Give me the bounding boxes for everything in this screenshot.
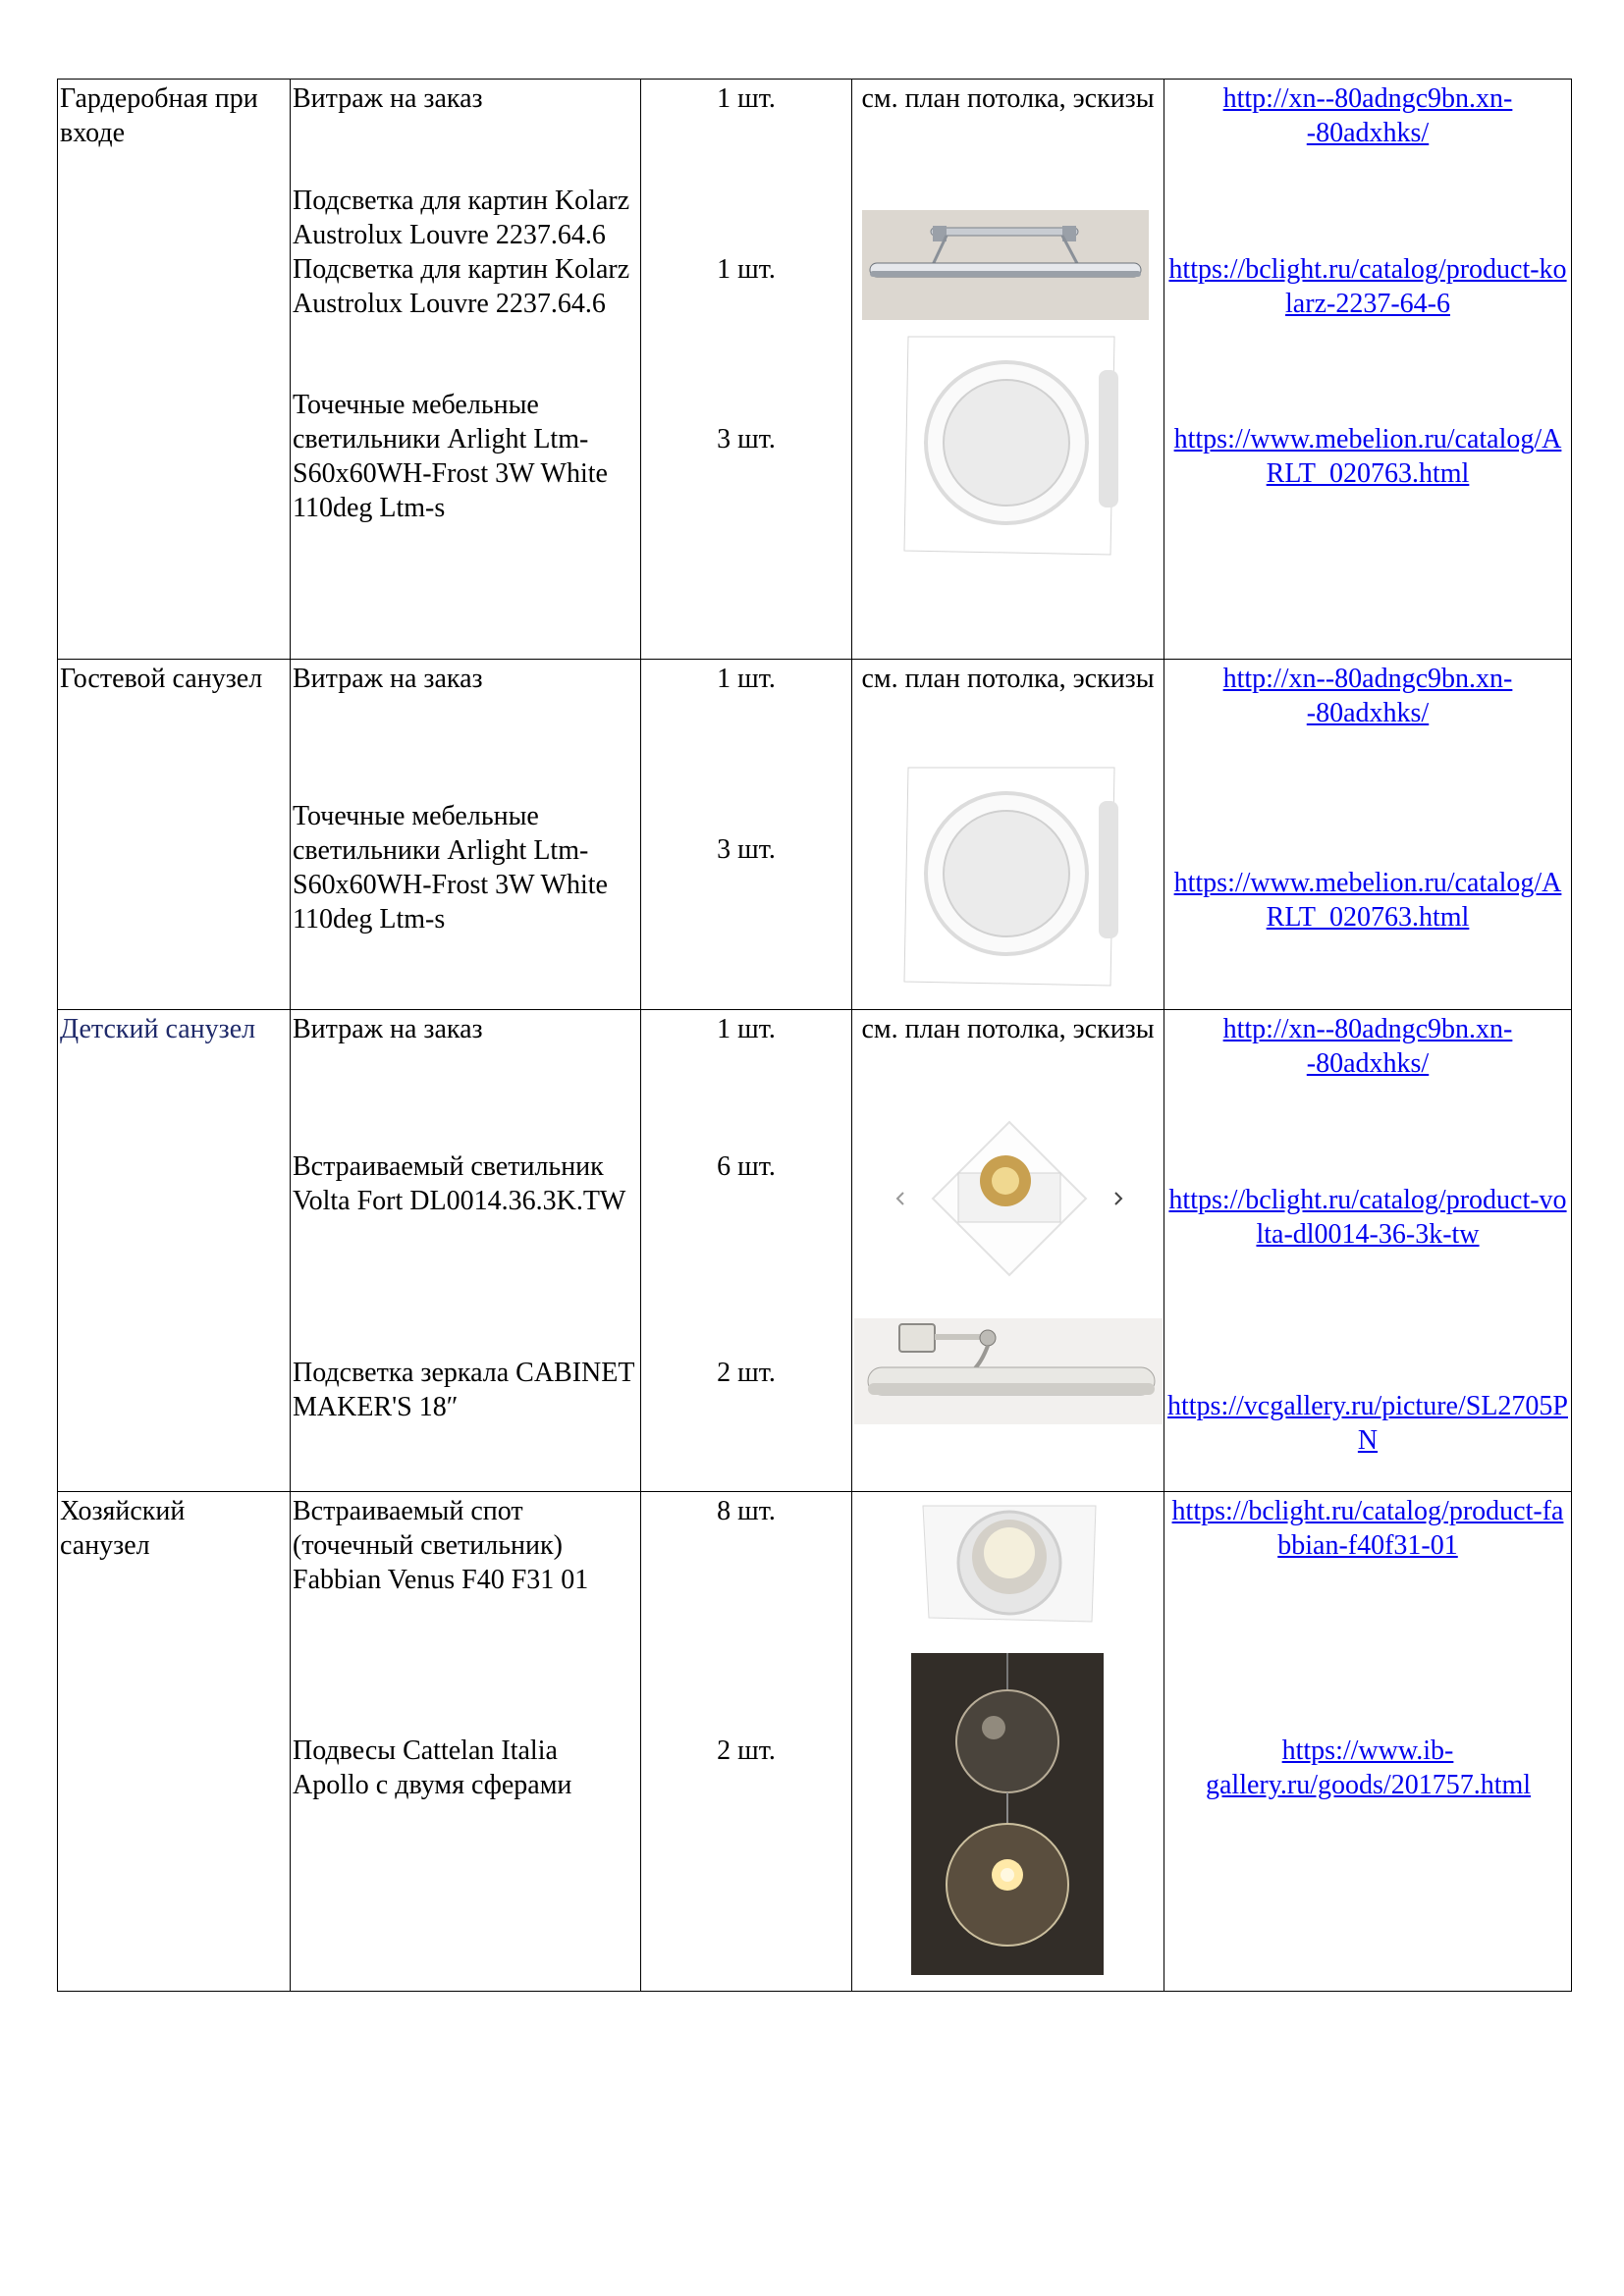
- item-name-cell: [291, 80, 641, 660]
- image-cell: [852, 1010, 1164, 1492]
- item-note: см. план потолка, эскизы: [861, 664, 1155, 694]
- item-name: Витраж на заказ: [293, 83, 483, 114]
- item-qty: 8 шт.: [717, 1496, 776, 1526]
- item-name: Точечные мебельные светильники Arlight Ltm-S60x60WH-Frost 3W White 110deg Ltm-s: [293, 390, 608, 523]
- item-note: см. план потолка, эскизы: [861, 83, 1155, 114]
- lighting-spec-table: [57, 79, 1572, 1992]
- square-downlight-icon: [896, 331, 1122, 559]
- item-name-cell: [291, 660, 641, 1010]
- recessed-spot-white-icon: [919, 1502, 1100, 1626]
- item-qty: 3 шт.: [717, 424, 776, 454]
- link-cell: [1164, 1492, 1572, 1992]
- product-link[interactable]: http://xn--80adngc9bn.xn--80adxhks/: [1222, 664, 1513, 728]
- item-qty: 1 шт.: [717, 1014, 776, 1044]
- room-cell: [58, 660, 291, 1010]
- item-name-cell: [291, 1010, 641, 1492]
- item-qty: 6 шт.: [717, 1151, 776, 1182]
- image-cell: [852, 80, 1164, 660]
- link-cell: [1164, 80, 1572, 660]
- pendant-two-spheres-icon: [911, 1653, 1104, 1975]
- item-name: Точечные мебельные светильники Arlight Ltm-S60x60WH-Frost 3W White 110deg Ltm-s: [293, 801, 608, 934]
- room-name: Гардеробная при входе: [60, 83, 258, 148]
- product-link[interactable]: https://bclight.ru/catalog/product-fabbian-f40f31-01: [1171, 1496, 1564, 1561]
- qty-cell: [641, 1010, 852, 1492]
- table-row: [58, 1010, 1572, 1492]
- item-name: Встраиваемый светильник Volta Fort DL0014.36.3K.TW: [293, 1151, 626, 1216]
- room-cell: [58, 80, 291, 660]
- room-name: Детский санузел: [60, 1014, 256, 1044]
- link-cell: [1164, 1010, 1572, 1492]
- item-qty: 1 шт.: [717, 83, 776, 114]
- recessed-spot-gold-icon: [893, 1116, 1125, 1281]
- item-name: Витраж на заказ: [293, 664, 483, 694]
- mirror-light-nickel-icon: [854, 1318, 1163, 1424]
- room-cell: [58, 1010, 291, 1492]
- item-qty: 2 шт.: [717, 1735, 776, 1766]
- room-cell: [58, 1492, 291, 1992]
- item-name: Подсветка для картин Kolarz Austrolux Louvre 2237.64.6 Подсветка для картин Kolarz Austrolux Louvre 2237.64.6: [293, 186, 630, 319]
- room-name: Хозяйский санузел: [60, 1496, 186, 1561]
- table-row: [58, 80, 1572, 660]
- qty-cell: [641, 660, 852, 1010]
- item-qty: 2 шт.: [717, 1358, 776, 1388]
- item-qty: 3 шт.: [717, 834, 776, 865]
- item-note: см. план потолка, эскизы: [861, 1014, 1155, 1044]
- product-link[interactable]: https://bclight.ru/catalog/product-volta-dl0014-36-3k-tw: [1168, 1185, 1567, 1250]
- product-link[interactable]: https://bclight.ru/catalog/product-kolarz-2237-64-6: [1168, 254, 1567, 319]
- item-name: Встраиваемый спот (точечный светильник) Fabbian Venus F40 F31 01: [293, 1496, 589, 1595]
- product-link[interactable]: http://xn--80adngc9bn.xn--80adxhks/: [1222, 83, 1513, 148]
- item-qty: 1 шт.: [717, 254, 776, 285]
- qty-cell: [641, 80, 852, 660]
- square-downlight-icon: [896, 762, 1122, 989]
- product-link[interactable]: https://vcgallery.ru/picture/SL2705PN: [1166, 1391, 1568, 1456]
- link-cell: [1164, 660, 1572, 1010]
- item-name-cell: [291, 1492, 641, 1992]
- item-qty: 1 шт.: [717, 664, 776, 694]
- product-link[interactable]: http://xn--80adngc9bn.xn--80adxhks/: [1222, 1014, 1513, 1079]
- product-link[interactable]: https://www.ib-gallery.ru/goods/201757.html: [1206, 1735, 1532, 1800]
- image-cell: [852, 660, 1164, 1010]
- product-link[interactable]: https://www.mebelion.ru/catalog/ARLT_020763.html: [1173, 868, 1562, 933]
- item-name: Подсветка зеркала CABINET MAKER'S 18″: [293, 1358, 634, 1422]
- picture-light-chrome-icon: [862, 210, 1149, 320]
- table-row: [58, 660, 1572, 1010]
- qty-cell: [641, 1492, 852, 1992]
- room-name: Гостевой санузел: [60, 664, 263, 694]
- item-name: Витраж на заказ: [293, 1014, 483, 1044]
- image-cell: [852, 1492, 1164, 1992]
- product-link[interactable]: https://www.mebelion.ru/catalog/ARLT_020763.html: [1173, 424, 1562, 489]
- table-row: [58, 1492, 1572, 1992]
- item-name: Подвесы Cattelan Italia Apollo с двумя сферами: [293, 1735, 572, 1800]
